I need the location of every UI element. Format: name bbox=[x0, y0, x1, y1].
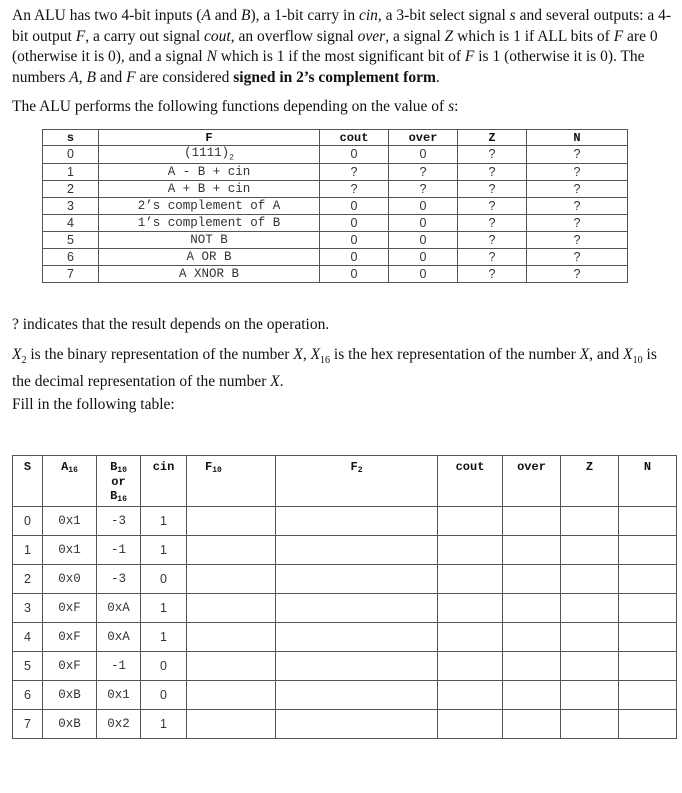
cell-s: 1 bbox=[43, 163, 99, 180]
cell-z: ? bbox=[458, 214, 527, 231]
cell-s: 0 bbox=[43, 146, 99, 164]
cell-s: 0 bbox=[13, 507, 43, 536]
question-mark-note: ? indicates that the result depends on the operation. bbox=[12, 316, 330, 333]
answer-f2[interactable] bbox=[276, 594, 438, 623]
cell-s: 5 bbox=[43, 231, 99, 248]
cell-cout: 0 bbox=[320, 197, 389, 214]
answer-over[interactable] bbox=[503, 536, 561, 565]
cell-n: ? bbox=[527, 214, 628, 231]
cell-b: -1 bbox=[97, 652, 141, 681]
answer-f2[interactable] bbox=[276, 507, 438, 536]
cell-cout: ? bbox=[320, 163, 389, 180]
answer-f10[interactable] bbox=[187, 710, 276, 739]
cell-over: 0 bbox=[389, 214, 458, 231]
answer-n[interactable] bbox=[619, 594, 677, 623]
cell-n: ? bbox=[527, 180, 628, 197]
cell-over: ? bbox=[389, 163, 458, 180]
cell-n: ? bbox=[527, 163, 628, 180]
cell-b: -3 bbox=[97, 565, 141, 594]
answer-z[interactable] bbox=[561, 594, 619, 623]
answer-f2[interactable] bbox=[276, 681, 438, 710]
cell-s: 7 bbox=[13, 710, 43, 739]
answer-z[interactable] bbox=[561, 710, 619, 739]
cell-s: 4 bbox=[13, 623, 43, 652]
cell-n: ? bbox=[527, 265, 628, 282]
cell-a: 0xB bbox=[43, 681, 97, 710]
cell-n: ? bbox=[527, 197, 628, 214]
answer-z[interactable] bbox=[561, 652, 619, 681]
answer-over[interactable] bbox=[503, 623, 561, 652]
cell-s: 5 bbox=[13, 652, 43, 681]
cell-cin: 0 bbox=[141, 565, 187, 594]
cell-over: 0 bbox=[389, 197, 458, 214]
table-row bbox=[13, 536, 677, 565]
cell-over: 0 bbox=[389, 248, 458, 265]
table-row bbox=[13, 710, 677, 739]
cell-cin: 1 bbox=[141, 536, 187, 565]
cell-z: ? bbox=[458, 163, 527, 180]
cell-cin: 0 bbox=[141, 681, 187, 710]
header-s: s bbox=[43, 130, 99, 146]
cell-cout: 0 bbox=[320, 265, 389, 282]
answer-n[interactable] bbox=[619, 565, 677, 594]
table-row bbox=[43, 163, 628, 180]
cell-a: 0x1 bbox=[43, 536, 97, 565]
cell-a: 0x0 bbox=[43, 565, 97, 594]
answer-n[interactable] bbox=[619, 710, 677, 739]
cell-s: 4 bbox=[43, 214, 99, 231]
answer-n[interactable] bbox=[619, 681, 677, 710]
answer-f10[interactable] bbox=[187, 652, 276, 681]
answer-n[interactable] bbox=[619, 623, 677, 652]
answer-over[interactable] bbox=[503, 507, 561, 536]
answer-n[interactable] bbox=[619, 652, 677, 681]
cell-s: 7 bbox=[43, 265, 99, 282]
cell-cout: 0 bbox=[320, 214, 389, 231]
answer-z[interactable] bbox=[561, 507, 619, 536]
cell-cin: 0 bbox=[141, 652, 187, 681]
header-over: over bbox=[389, 130, 458, 146]
answer-cout[interactable] bbox=[438, 507, 503, 536]
answer-over[interactable] bbox=[503, 594, 561, 623]
cell-cout: 0 bbox=[320, 231, 389, 248]
header-cin: cin bbox=[141, 456, 187, 507]
answer-n[interactable] bbox=[619, 536, 677, 565]
cell-z: ? bbox=[458, 146, 527, 164]
answer-f10[interactable] bbox=[187, 507, 276, 536]
table-row bbox=[13, 594, 677, 623]
answer-over[interactable] bbox=[503, 681, 561, 710]
cell-f: A XNOR B bbox=[99, 265, 320, 282]
table-row bbox=[43, 197, 628, 214]
cell-z: ? bbox=[458, 265, 527, 282]
header-s: S bbox=[13, 456, 43, 507]
cell-cin: 1 bbox=[141, 623, 187, 652]
answer-f10[interactable] bbox=[187, 681, 276, 710]
table-row bbox=[43, 146, 628, 164]
header-over: over bbox=[503, 456, 561, 507]
cell-b: -3 bbox=[97, 507, 141, 536]
answer-cout[interactable] bbox=[438, 652, 503, 681]
cell-cin: 1 bbox=[141, 507, 187, 536]
cell-s: 2 bbox=[13, 565, 43, 594]
cell-b: 0x2 bbox=[97, 710, 141, 739]
intro-paragraph: An ALU has two 4-bit inputs (A and B), a 1-bit carry in cin, a 3-bit select signal s and several outputs: a 4-bit output F, a carry out signal cout, an overflow signal over, a signal Z which is 1 if ALL bits of F are 0 (otherwise it is 0), and a signal N which is 1 if the most significant bit of F is 1 (otherwise it is 0). The numbers A, B and F are considered signed in 2’s complement form. bbox=[12, 7, 672, 86]
header-f: F bbox=[99, 130, 320, 146]
function-table bbox=[42, 129, 628, 283]
performs-sentence: The ALU performs the following functions depending on the value of s: bbox=[12, 98, 459, 115]
cell-z: ? bbox=[458, 248, 527, 265]
cell-cin: 1 bbox=[141, 710, 187, 739]
cell-s: 6 bbox=[43, 248, 99, 265]
table-row bbox=[43, 231, 628, 248]
table-row bbox=[13, 681, 677, 710]
fill-in-table bbox=[12, 455, 677, 739]
header-cout: cout bbox=[320, 130, 389, 146]
table-row bbox=[43, 180, 628, 197]
answer-f10[interactable] bbox=[187, 623, 276, 652]
cell-b: -1 bbox=[97, 536, 141, 565]
cell-f: A - B + cin bbox=[99, 163, 320, 180]
cell-cin: 1 bbox=[141, 594, 187, 623]
cell-z: ? bbox=[458, 180, 527, 197]
table-row bbox=[43, 265, 628, 282]
function-table-header bbox=[43, 130, 628, 146]
cell-cout: 0 bbox=[320, 248, 389, 265]
table-row bbox=[13, 652, 677, 681]
header-cout: cout bbox=[438, 456, 503, 507]
fill-table-header bbox=[13, 456, 677, 507]
cell-f: $(1111)_2$ bbox=[99, 146, 320, 164]
table-row bbox=[13, 565, 677, 594]
cell-s: 1 bbox=[13, 536, 43, 565]
cell-a: 0x1 bbox=[43, 507, 97, 536]
header-a16: $A_{16}$ bbox=[43, 456, 97, 507]
answer-f2[interactable] bbox=[276, 652, 438, 681]
cell-a: 0xF bbox=[43, 594, 97, 623]
cell-f: A OR B bbox=[99, 248, 320, 265]
cell-n: ? bbox=[527, 231, 628, 248]
answer-f2[interactable] bbox=[276, 536, 438, 565]
cell-f: NOT B bbox=[99, 231, 320, 248]
cell-n: ? bbox=[527, 146, 628, 164]
answer-f2[interactable] bbox=[276, 623, 438, 652]
cell-cout: 0 bbox=[320, 146, 389, 164]
answer-cout[interactable] bbox=[438, 623, 503, 652]
cell-over: 0 bbox=[389, 265, 458, 282]
answer-z[interactable] bbox=[561, 623, 619, 652]
header-n: N bbox=[527, 130, 628, 146]
cell-b: 0x1 bbox=[97, 681, 141, 710]
answer-z[interactable] bbox=[561, 565, 619, 594]
cell-s: 6 bbox=[13, 681, 43, 710]
answer-cout[interactable] bbox=[438, 710, 503, 739]
header-f10: $F_{10}$ bbox=[187, 456, 276, 507]
answer-cout[interactable] bbox=[438, 565, 503, 594]
cell-a: 0xF bbox=[43, 652, 97, 681]
header-f2: $F_2$ bbox=[276, 456, 438, 507]
cell-cout: ? bbox=[320, 180, 389, 197]
cell-a: 0xF bbox=[43, 623, 97, 652]
table-row bbox=[13, 623, 677, 652]
answer-over[interactable] bbox=[503, 652, 561, 681]
cell-s: 3 bbox=[13, 594, 43, 623]
answer-f2[interactable] bbox=[276, 565, 438, 594]
cell-over: 0 bbox=[389, 146, 458, 164]
answer-z[interactable] bbox=[561, 681, 619, 710]
answer-f10[interactable] bbox=[187, 536, 276, 565]
answer-f2[interactable] bbox=[276, 710, 438, 739]
answer-z[interactable] bbox=[561, 536, 619, 565]
table-row bbox=[43, 248, 628, 265]
cell-n: ? bbox=[527, 248, 628, 265]
header-n: N bbox=[619, 456, 677, 507]
answer-f10[interactable] bbox=[187, 594, 276, 623]
cell-over: ? bbox=[389, 180, 458, 197]
answer-cout[interactable] bbox=[438, 594, 503, 623]
header-z: Z bbox=[458, 130, 527, 146]
cell-z: ? bbox=[458, 197, 527, 214]
cell-b: 0xA bbox=[97, 623, 141, 652]
answer-f10[interactable] bbox=[187, 565, 276, 594]
cell-s: 3 bbox=[43, 197, 99, 214]
cell-z: ? bbox=[458, 231, 527, 248]
cell-f: 1’s complement of B bbox=[99, 214, 320, 231]
table-row bbox=[13, 507, 677, 536]
cell-f: A + B + cin bbox=[99, 180, 320, 197]
cell-b: 0xA bbox=[97, 594, 141, 623]
header-z: Z bbox=[561, 456, 619, 507]
answer-cout[interactable] bbox=[438, 681, 503, 710]
cell-f: 2’s complement of A bbox=[99, 197, 320, 214]
table-row bbox=[43, 214, 628, 231]
answer-over[interactable] bbox=[503, 565, 561, 594]
representation-note: $X_2$ is the binary representation of the number X, $X_{16}$ is the hex representation of the number X, and $X_{10}$ is the decimal representation of the number X. bbox=[12, 346, 657, 391]
answer-cout[interactable] bbox=[438, 536, 503, 565]
cell-s: 2 bbox=[43, 180, 99, 197]
cell-a: 0xB bbox=[43, 710, 97, 739]
answer-over[interactable] bbox=[503, 710, 561, 739]
cell-over: 0 bbox=[389, 231, 458, 248]
answer-n[interactable] bbox=[619, 507, 677, 536]
fill-instruction: Fill in the following table: bbox=[12, 396, 175, 413]
header-b: $B_{10}$ or $B_{16}$ bbox=[97, 456, 141, 507]
